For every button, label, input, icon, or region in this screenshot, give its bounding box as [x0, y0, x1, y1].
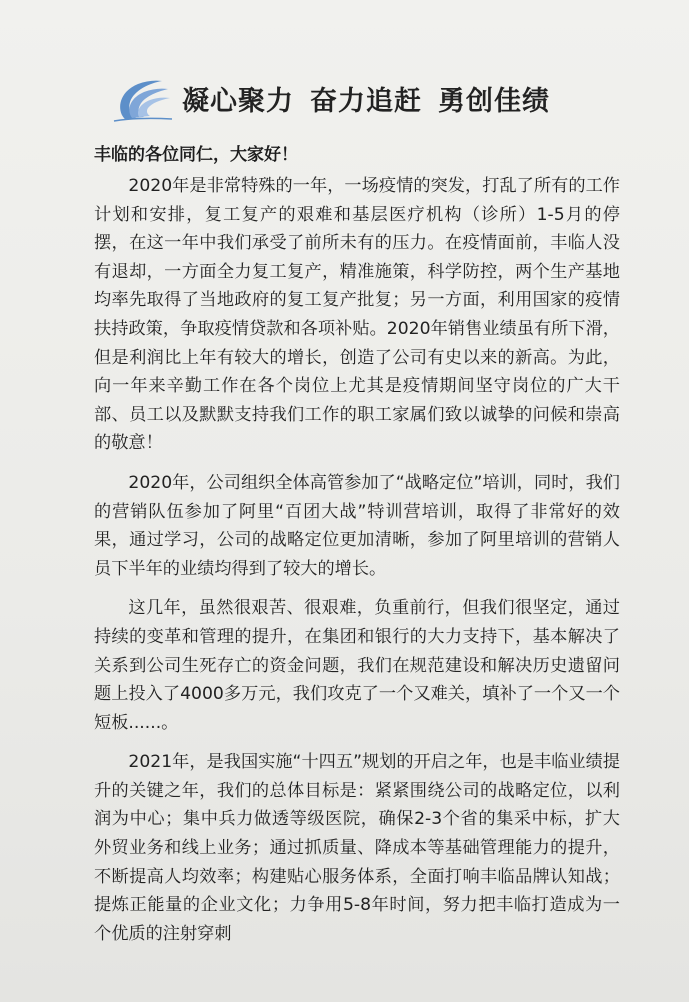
letter-body — [94, 172, 620, 959]
swoosh-logo-icon — [112, 74, 172, 122]
slogan-part-2: 奋力追赶 — [310, 85, 422, 117]
paragraph-1: 2020年是非常特殊的一年，一场疫情的突发，打乱了所有的工作计划和安排，复工复产的艰难和基层医疗机构（诊所）1-5月的停摆，在这一年中我们承受了前所未有的压力。在疫情面前，丰临人没有退却，一方面全力复工复产，精准施策，科学防控，两个生产基地均率先取得了当地政府的复工复产批复；另一方面，利用国家的疫情扶持政策，争取疫情贷款和各项补贴。2020年销售业绩虽有所下滑，但是利润比上年有较大的增长，创造了公司有史以来的新高。为此，向一年来辛勤工作在各个岗位上尤其是疫情期间坚守岗位的广大干部、员工以及默默支持我们工作的职工家属们致以诚挚的问候和崇高的敬意！ — [94, 176, 620, 454]
slogan-part-1: 凝心聚力 — [182, 85, 294, 117]
slogan-part-3: 勇创佳绩 — [438, 85, 550, 117]
paragraph-4: 2021年，是我国实施“十四五”规划的开启之年，也是丰临业绩提升的关键之年，我们的总体目标是：紧紧围绕公司的战略定位，以利润为中心；集中兵力做透等级医院，确保2-3个省的集采中标，扩大外贸业务和线上业务；通过抓质量、降成本等基础管理能力的提升，不断提高人均效率；构建贴心服务体系，全面打响丰临品牌认知战；提炼正能量的企业文化；力争用5-8年时间，努力把丰临打造成为一个优质的注射穿刺 — [94, 752, 620, 944]
letter-header — [112, 70, 550, 126]
slogan-title — [182, 79, 550, 118]
paragraph-3: 这几年，虽然很艰苦、很艰难，负重前行，但我们很坚定，通过持续的变革和管理的提升，在集团和银行的大力支持下，基本解决了关系到公司生死存亡的资金问题，我们在规范建设和解决历史遗留问题上投入了4000多万元，我们攻克了一个又难关，填补了一个又一个短板......。 — [94, 598, 620, 733]
greeting-line: 丰临的各位同仁，大家好！ — [94, 145, 298, 165]
paragraph-2: 2020年，公司组织全体高管参加了“战略定位”培训，同时，我们的营销队伍参加了阿里“百团大战”特训营培训，取得了非常好的效果，通过学习，公司的战略定位更加清晰，参加了阿里培训的营销人员下半年的业绩均得到了较大的增长。 — [94, 472, 620, 579]
